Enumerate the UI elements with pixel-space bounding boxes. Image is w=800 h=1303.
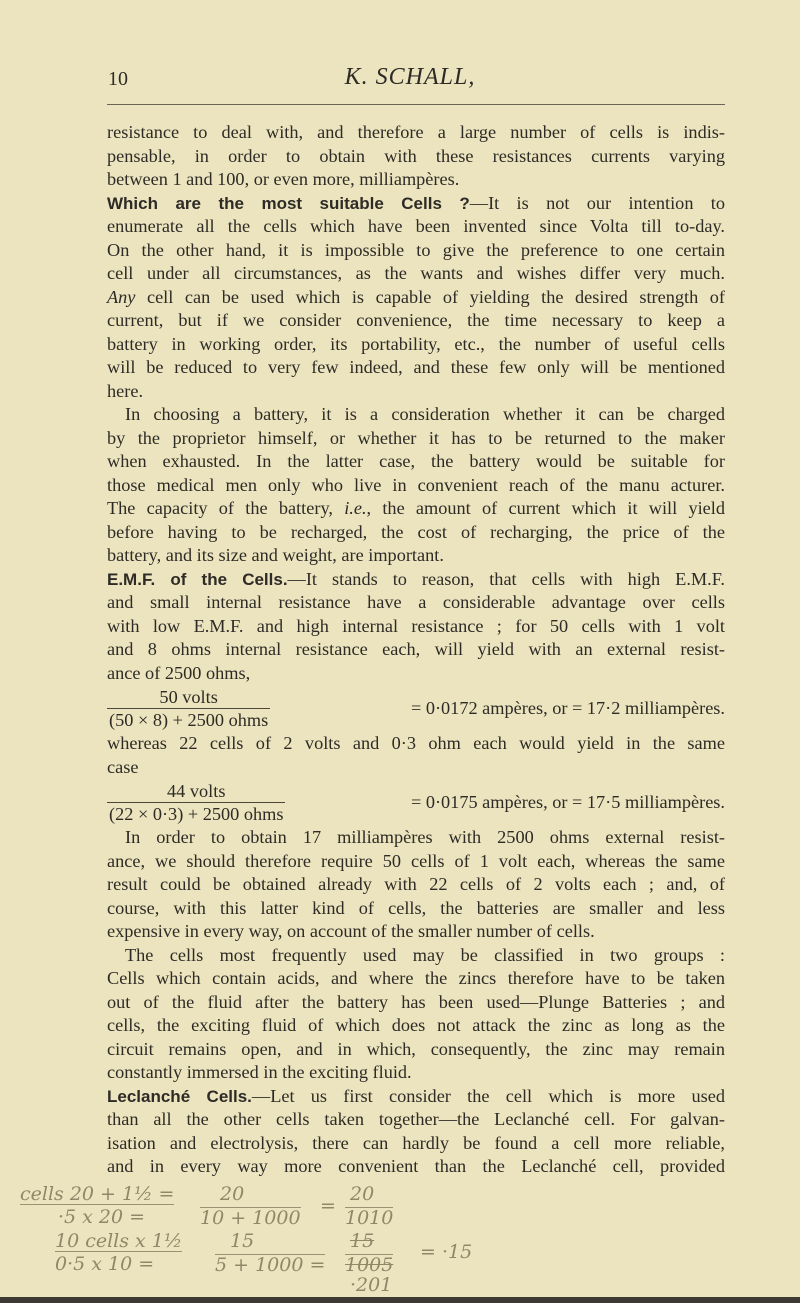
text-line (107, 615, 725, 639)
text-line (107, 145, 725, 169)
line-text: cells, the exciting fluid of which does not attack the zinc as long as the (107, 1015, 725, 1035)
text-line (107, 474, 725, 498)
text-line (107, 544, 725, 568)
line-text: case (107, 756, 139, 777)
line-text: enumerate all the cells which have been invented since Volta till to-day. (107, 216, 725, 236)
text-block-3 (107, 826, 725, 1179)
line-text: ance of 2500 ohms, (107, 662, 251, 683)
line-text: pensable, in order to obtain with these resistances currents varying (107, 145, 725, 166)
handwritten-note: 15 (230, 1230, 255, 1252)
line-text: battery, and its size and weight, are important. (107, 545, 444, 565)
line-text: —It is not our intention to (469, 192, 726, 213)
text-line (107, 403, 725, 427)
denominator: (50 × 8) + 2500 ohms (109, 709, 269, 730)
equation-result: = 0·0172 ampères, or = 17·2 milliampères. (410, 698, 725, 718)
line-text: —It stands to reason, that cells with high E.M.F. (287, 568, 725, 589)
line-text: In choosing a battery, it is a consideration whether it can be charged (125, 404, 725, 424)
scan-edge (0, 1297, 800, 1303)
handwritten-note: 0·5 x 10 = (55, 1253, 155, 1275)
handwritten-note: cells 20 + 1½ = (20, 1183, 175, 1205)
line-text: when exhausted. In the latter case, the battery would be suitable for (107, 451, 725, 471)
line-text: and small internal resistance have a considerable advantage over cells (107, 592, 725, 612)
line-text: cell under all circumstances, as the wants and wishes differ very much. (107, 263, 725, 283)
line-text: battery in working order, its portability, etc., the number of useful cells (107, 333, 725, 354)
section-heading: E.M.F. of the Cells. (107, 569, 288, 589)
section-heading: Which are the most suitable Cells ? (107, 193, 470, 213)
line-text: and in every way more convenient than the Leclanché cell, provided (107, 1156, 725, 1176)
line-text: and 8 ohms internal resistance each, will yield with an external resist- (107, 639, 725, 659)
fraction (107, 687, 270, 731)
line-text: will be reduced to very few indeed, and these few only will be mentioned (107, 357, 725, 377)
line-text: , the amount of current which it will yield (366, 498, 725, 518)
line-text: between 1 and 100, or even more, milliampères. (107, 169, 460, 189)
handwritten-note: 10 + 1000 (200, 1207, 301, 1229)
numerator: 50 volts (159, 686, 218, 707)
text-line (107, 380, 725, 404)
line-text: course, with this latter kind of cells, the batteries are smaller and less (107, 897, 725, 918)
equation-1 (107, 685, 725, 732)
text-line (107, 826, 725, 850)
text-line (107, 121, 725, 145)
text-line (107, 450, 725, 474)
text-line (107, 1155, 725, 1179)
line-text: On the other hand, it is impossible to give the preference to one certain (107, 239, 725, 260)
emphasis: i.e. (344, 498, 367, 518)
header-rule (107, 104, 725, 105)
handwritten-note: 15 (350, 1230, 375, 1252)
line-text: out of the fluid after the battery has been used—Plunge Batteries ; and (107, 991, 725, 1012)
text-line (107, 1014, 725, 1038)
body-text (107, 121, 725, 1179)
line-text: than all the other cells taken together—the Leclanché cell. For galvan- (107, 1109, 725, 1129)
line-text: expensive in every way, on account of the smaller number of cells. (107, 921, 595, 941)
text-line (107, 732, 725, 756)
text-line (107, 427, 725, 451)
denominator: (22 × 0·3) + 2500 ohms (109, 803, 284, 824)
handwritten-note: 20 (350, 1183, 375, 1205)
text-line (107, 1038, 725, 1062)
fraction (107, 781, 285, 825)
numerator: 44 volts (167, 780, 226, 801)
text-line (107, 1061, 725, 1085)
line-text: here. (107, 380, 144, 401)
section-heading: Leclanché Cells. (107, 1086, 252, 1106)
text-line (107, 591, 725, 615)
text-line (107, 967, 725, 991)
line-text: isation and electrolysis, there can hardly be found a cell more reliable, (107, 1132, 725, 1153)
text-block-2 (107, 732, 725, 779)
handwritten-note: 10 cells x 1½ (55, 1230, 183, 1252)
text-line (107, 897, 725, 921)
line-text: current, but if we consider convenience, the time necessary to keep a (107, 310, 725, 330)
text-block-1 (107, 121, 725, 685)
handwritten-note: = ·15 (420, 1241, 473, 1263)
line-text: by the proprietor himself, or whether it has to be returned to the maker (107, 427, 725, 448)
text-line (107, 309, 725, 333)
text-line (107, 521, 725, 545)
equation-result: = 0·0175 ampères, or = 17·5 milliampères. (410, 792, 725, 812)
handwritten-note: 1005 (345, 1254, 394, 1276)
running-head: K. SCHALL, (344, 64, 476, 90)
text-line (107, 568, 725, 592)
text-line (107, 286, 725, 310)
text-line (107, 262, 725, 286)
handwritten-note: ·5 x 20 = (58, 1206, 146, 1228)
text-line (107, 497, 725, 521)
line-text: The capacity of the battery, (107, 498, 345, 518)
equation-2 (107, 779, 725, 826)
line-text: cell can be used which is capable of yielding the desired strength of (135, 286, 725, 307)
line-text: The cells most frequently used may be classified in two groups : (125, 944, 725, 965)
handwritten-note: 5 + 1000 = (215, 1254, 326, 1276)
text-line (107, 873, 725, 897)
handwritten-note: = (320, 1195, 336, 1217)
line-text: ance, we should therefore require 50 cells of 1 volt each, whereas the same (107, 850, 725, 871)
handwritten-note: 1010 (345, 1207, 394, 1229)
text-line (107, 944, 725, 968)
line-text: before having to be recharged, the cost of recharging, the price of the (107, 521, 725, 542)
text-line (107, 168, 725, 192)
text-line (107, 850, 725, 874)
line-text: resistance to deal with, and therefore a large number of cells is indis- (107, 122, 725, 142)
line-text: result could be obtained already with 22 cells of 2 volts each ; and, of (107, 874, 725, 894)
text-line (107, 333, 725, 357)
text-line (107, 638, 725, 662)
line-text: with low E.M.F. and high internal resistance ; for 50 cells with 1 volt (107, 615, 725, 636)
text-line (107, 1108, 725, 1132)
page-number: 10 (108, 68, 128, 90)
line-text: —Let us first consider the cell which is more used (251, 1085, 725, 1106)
handwritten-note: ·201 (350, 1274, 393, 1296)
text-line (107, 192, 725, 216)
text-line (107, 1085, 725, 1109)
text-line (107, 215, 725, 239)
line-text: whereas 22 cells of 2 volts and 0·3 ohm each would yield in the same (107, 733, 725, 753)
line-text: those medical men only who live in convenient reach of the manu acturer. (107, 474, 725, 495)
line-text: In order to obtain 17 milliampères with 2500 ohms external resist- (125, 827, 725, 847)
text-line (107, 920, 725, 944)
text-line (107, 356, 725, 380)
text-line (107, 756, 725, 780)
text-line (107, 991, 725, 1015)
text-line (107, 239, 725, 263)
line-text: Cells which contain acids, and where the zincs therefore have to be taken (107, 968, 725, 988)
line-text: circuit remains open, and in which, consequently, the zinc may remain (107, 1038, 725, 1059)
text-line (107, 662, 725, 686)
text-line (107, 1132, 725, 1156)
handwritten-note: 20 (220, 1183, 245, 1205)
line-text: constantly immersed in the exciting fluid. (107, 1062, 412, 1082)
emphasis: Any (107, 286, 136, 307)
